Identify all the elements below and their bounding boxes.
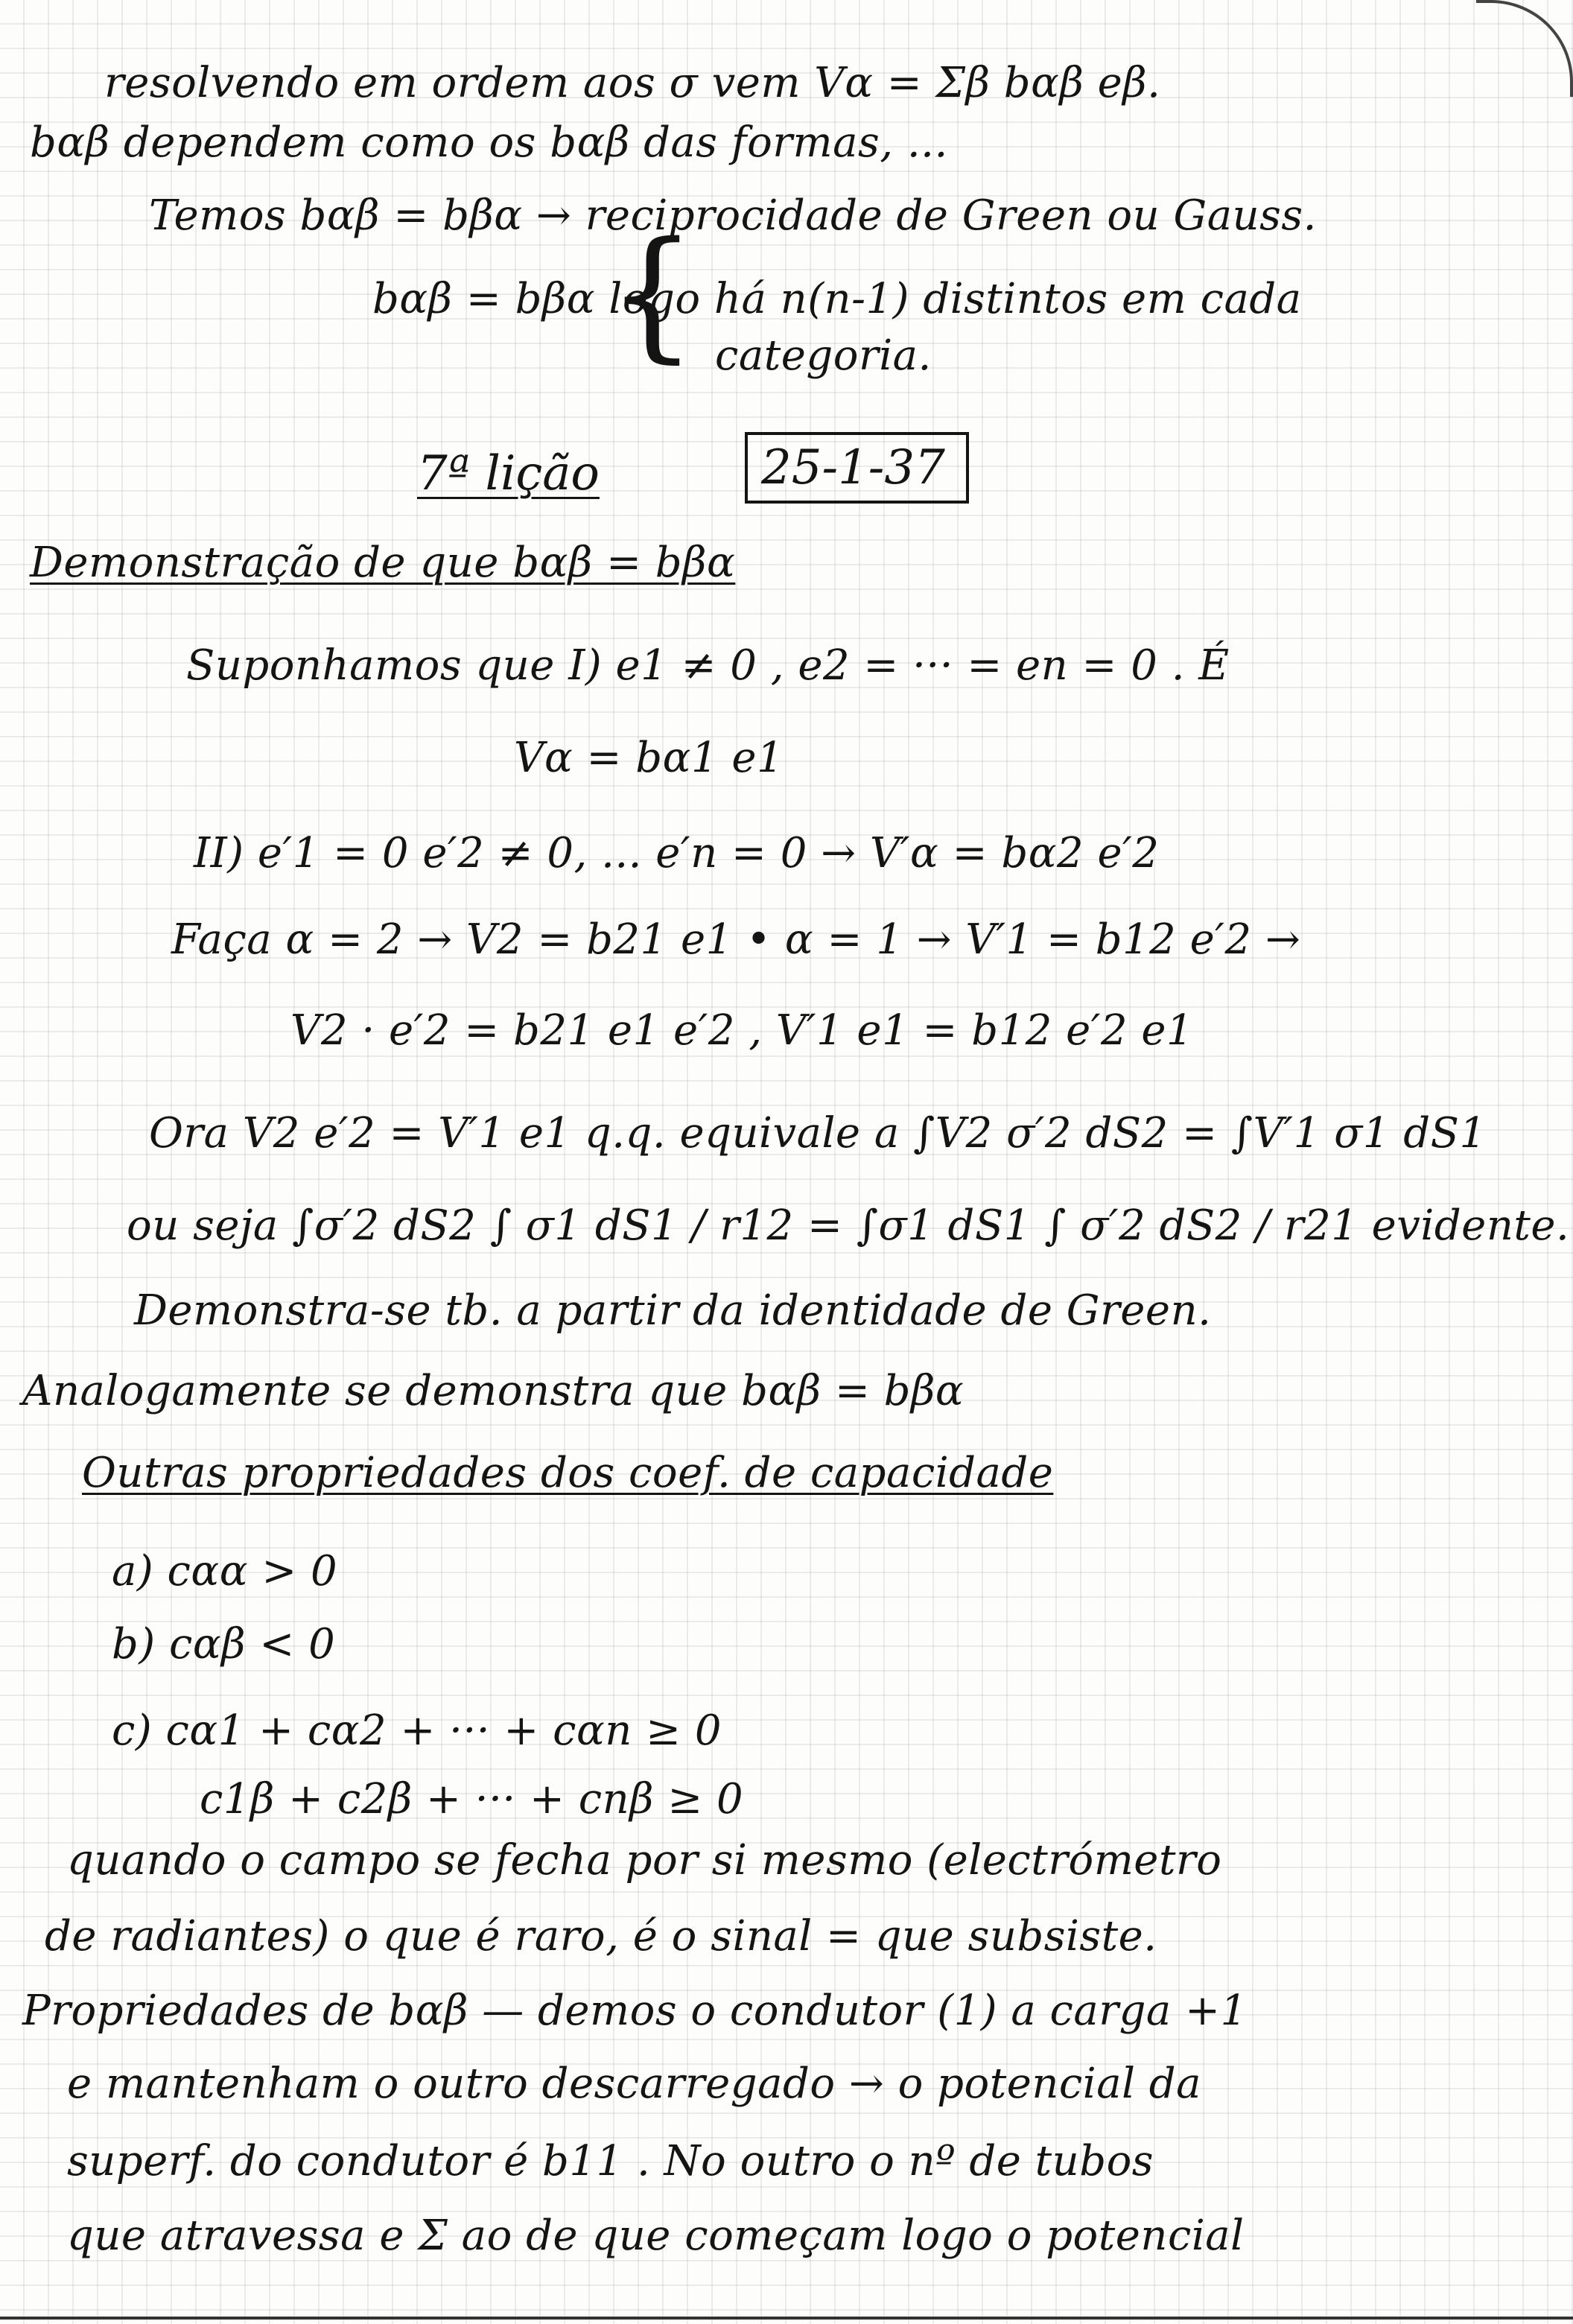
text-line-22: de radiantes) o que é raro, é o sinal = que subsiste.: [45, 1912, 1157, 1961]
text-line-3: Temos bαβ = bβα → reciprocidade de Green ou Gauss.: [149, 191, 1317, 240]
text-line-11: V2 · e′2 = b21 e1 e′2 , V′1 e1 = b12 e′2 e1: [290, 1006, 1194, 1055]
page-bottom-edge: [0, 2317, 1573, 2320]
text-line-13: ou seja ∫σ′2 dS2 ∫ σ1 dS1 / r12 = ∫σ1 dS1 ∫ σ′2 dS2 / r21 evidente.: [127, 1201, 1570, 1250]
property-c-row-2: c1β + c2β + ··· + cnβ ≥ 0: [200, 1775, 744, 1823]
lesson-date: 25-1-37: [745, 432, 969, 504]
property-b: b) cαβ < 0: [112, 1620, 336, 1669]
page-corner: [1476, 0, 1573, 97]
text-line-26: que atravessa e Σ ao de que começam logo o potencial: [67, 2212, 1245, 2260]
lesson-title: 7ª lição: [417, 446, 600, 501]
text-line-10: Faça α = 2 → V2 = b21 e1 • α = 1 → V′1 = b12 e′2 →: [171, 915, 1301, 964]
text-line-21: quando o campo se fecha por si mesmo (electrómetro: [67, 1836, 1222, 1885]
text-line-12: Ora V2 e′2 = V′1 e1 q.q. equivale a ∫V2 σ′2 dS2 = ∫V′1 σ1 dS1: [149, 1109, 1487, 1158]
text-line-9: II) e′1 = 0 e′2 ≠ 0, ... e′n = 0 → V′α = bα2 e′2: [194, 829, 1160, 877]
text-line-25: superf. do condutor é b11 . No outro o nº de tubos: [67, 2137, 1154, 2185]
text-line-4: bαβ = bβα logo há n(n-1) distintos em cada: [372, 275, 1302, 323]
property-c-row-1: c) cα1 + cα2 + ··· + cαn ≥ 0: [112, 1707, 722, 1755]
text-line-7: Suponhamos que I) e1 ≠ 0 , e2 = ··· = en = 0 . É: [186, 641, 1230, 690]
text-line-24: e mantenham o outro descarregado → o potencial da: [67, 2060, 1202, 2108]
text-line-15: Analogamente se demonstra que bαβ = bβα: [22, 1367, 965, 1415]
text-line-2: bαβ dependem como os bαβ das formas, ...: [30, 118, 948, 167]
text-line-5: categoria.: [715, 331, 932, 380]
section-heading-demonstration: Demonstração de que bαβ = bβα: [30, 539, 736, 587]
text-line-1: resolvendo em ordem aos σ vem Vα = Σβ bαβ eβ.: [104, 59, 1161, 107]
section-heading-other-properties: Outras propriedades dos coef. de capacidade: [82, 1449, 1054, 1497]
text-line-14: Demonstra-se tb. a partir da identidade de Green.: [134, 1286, 1212, 1335]
property-a: a) cαα > 0: [112, 1547, 338, 1596]
section-heading-properties-b: Propriedades de bαβ — demos o condutor (1) a carga +1: [22, 1987, 1248, 2035]
equation-v-alpha: Vα = bα1 e1: [514, 734, 784, 782]
brace-symbol: {: [607, 212, 697, 376]
